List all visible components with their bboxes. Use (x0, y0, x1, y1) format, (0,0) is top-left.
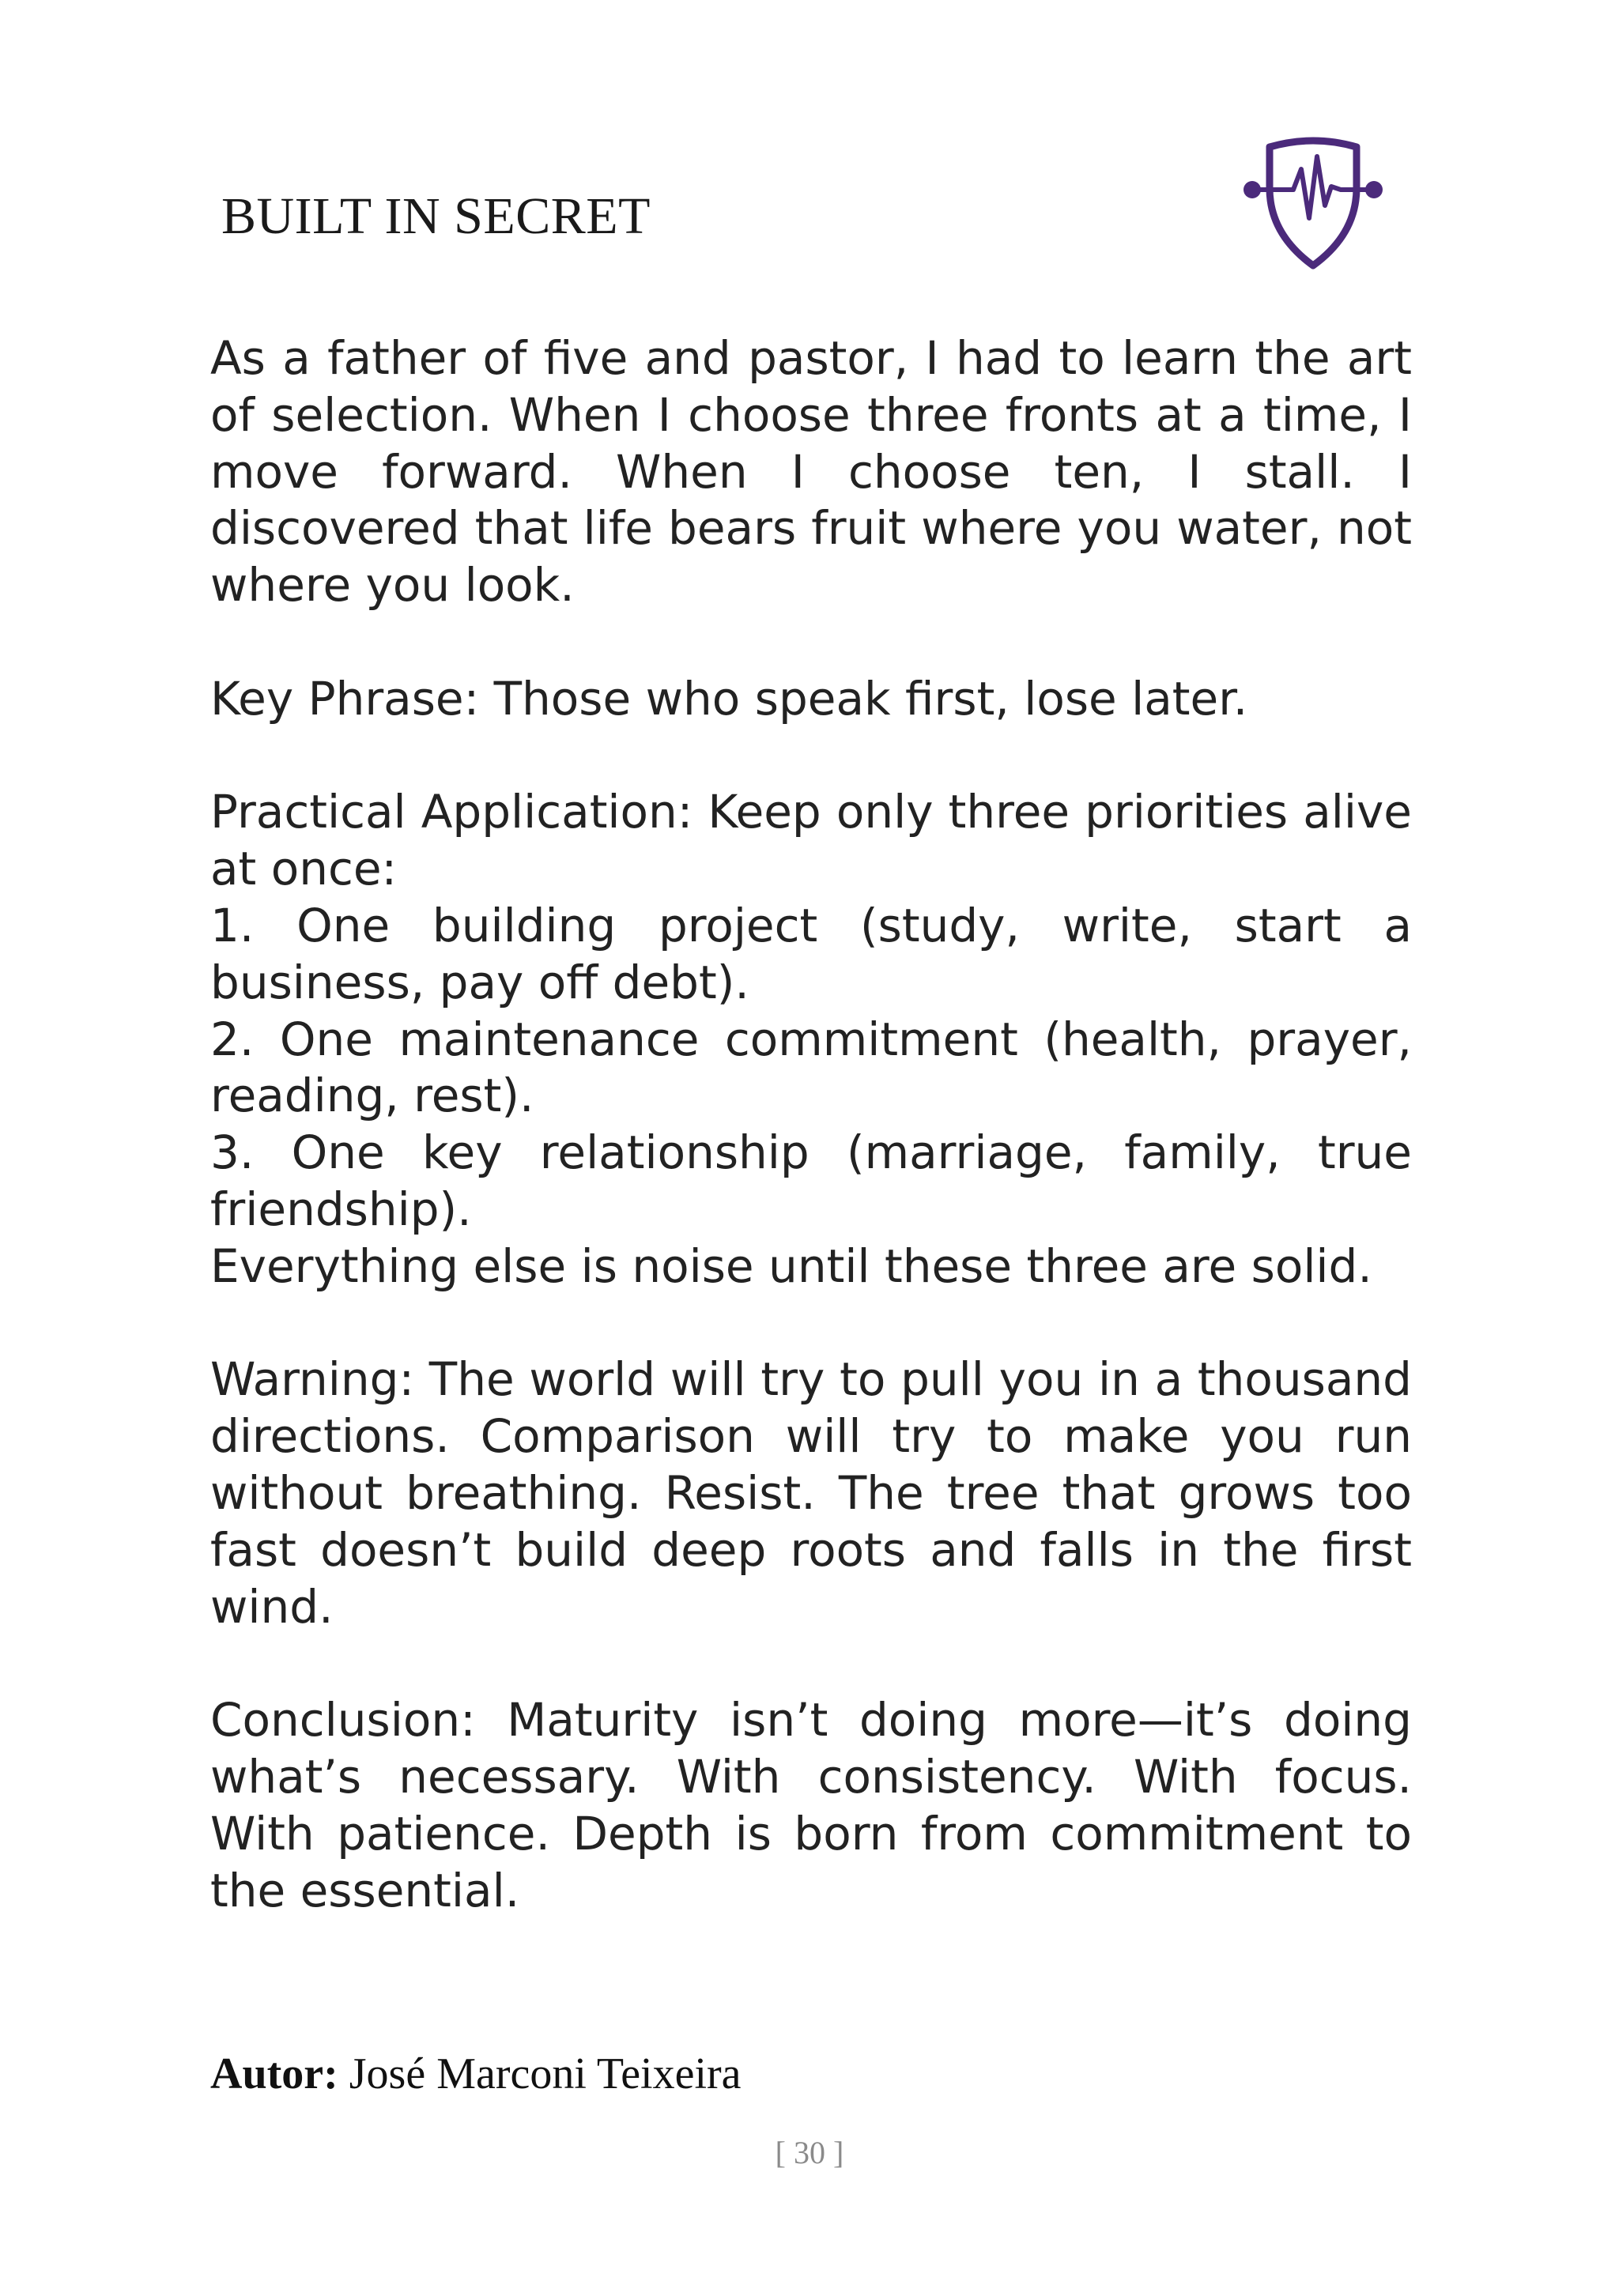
priority-item: 2. One maintenance commitment (health, prayer, reading, rest). (210, 1012, 1412, 1123)
shield-heartbeat-icon (1241, 133, 1385, 272)
author-name: José Marconi Teixeira (338, 2049, 742, 2098)
author-line (210, 2049, 742, 2099)
body-text (210, 330, 1412, 1919)
page-number: [ 30 ] (775, 2135, 844, 2170)
priority-item: 1. One building project (study, write, start a business, pay off debt). (210, 898, 1412, 1009)
author-label: Autor: (210, 2049, 338, 2098)
practical-application-intro: Practical Application: Keep only three priorities alive at once: (210, 785, 1412, 896)
practical-application-outro: Everything else is noise until these three are solid. (210, 1238, 1372, 1293)
conclusion-paragraph: Conclusion: Maturity isn’t doing more—it’s doing what’s necessary. With consistency. With focus. With patience. Depth is born from commitment to the essential. (210, 1693, 1412, 1917)
running-header-title: BUILT IN SECRET (221, 187, 651, 245)
priority-item: 3. One key relationship (marriage, family, true friendship). (210, 1125, 1412, 1236)
intro-paragraph: As a father of five and pastor, I had to learn the art of selection. When I choose three fronts at a time, I move forward. When I choose ten, I stall. I discovered that life bears fruit where you water, not where you look. (210, 331, 1412, 613)
key-phrase-paragraph: Key Phrase: Those who speak first, lose later. (210, 671, 1248, 726)
warning-paragraph: Warning: The world will try to pull you in a thousand directions. Comparison will try to make you run without breathing. Resist. The tree that grows too fast doesn’t build deep roots and falls in the first wind. (210, 1352, 1412, 1634)
